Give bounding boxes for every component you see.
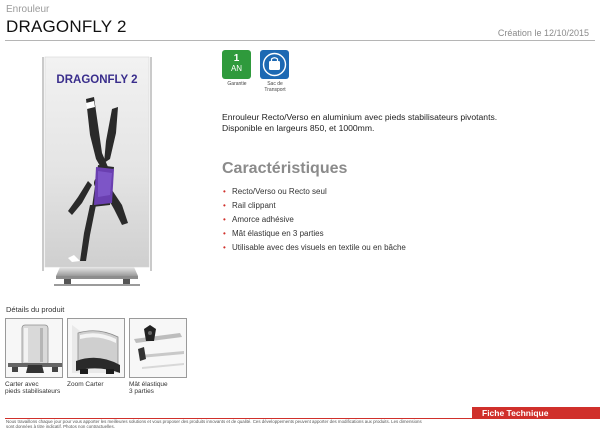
bullet-icon: • (223, 229, 226, 238)
detail-thumb-zoom (67, 318, 125, 378)
transport-caption: Sac de Transport (264, 81, 286, 93)
warranty-unit: AN (230, 64, 243, 73)
feature-item: • Recto/Verso ou Recto seul (223, 187, 327, 196)
warranty-number: 1 (233, 53, 240, 64)
thumb-caption: Zoom Carter (67, 381, 104, 388)
description-line: Disponible en largeurs 850, et 1000mm. (222, 123, 375, 133)
banner-text: DRAGONFLY 2 (56, 74, 138, 86)
detail-thumb-mat (129, 318, 187, 378)
fiche-technique-tab: Fiche Technique (472, 407, 600, 419)
rollup-banner-photo (42, 55, 152, 295)
bullet-icon: • (223, 243, 226, 252)
feature-item: • Mât élastique en 3 parties (223, 229, 324, 238)
page-header (5, 3, 595, 41)
footer-disclaimer: Nous travaillons chaque jour pour vous apporter les meilleures solutions et vous proposer des produits innovants et de qualité. Ces développements peuvent apporter des modifications aux produits. Les dimensions sont données à titre indicatif. Photos non contractuelles. (6, 419, 422, 429)
warranty-caption: Garantie (227, 81, 247, 87)
transport-bag-icon (260, 50, 289, 79)
features-title: Caractéristiques (222, 160, 348, 177)
feature-item: • Amorce adhésive (223, 215, 294, 224)
description-line: Enrouleur Recto/Verso en aluminium avec pieds stabilisateurs pivotants. (222, 112, 498, 122)
product-description (222, 112, 552, 134)
product-hero-image (42, 55, 152, 295)
details-label: Détails du produit (6, 305, 65, 314)
bullet-icon: • (223, 187, 226, 196)
warranty-icon (222, 50, 251, 79)
warranty-badge (222, 50, 252, 87)
transport-badge (260, 50, 290, 93)
product-category: Enrouleur (6, 4, 50, 15)
product-title: DRAGONFLY 2 (6, 17, 127, 36)
feature-item: • Utilisable avec des visuels en textile ou en bâche (223, 243, 406, 252)
bullet-icon: • (223, 215, 226, 224)
bullet-icon: • (223, 201, 226, 210)
creation-date: Création le 12/10/2015 (497, 28, 589, 38)
detail-thumb-carter (5, 318, 63, 378)
features-list (222, 186, 552, 256)
thumb-caption: Carter avec pieds stabilisateurs (5, 381, 61, 395)
thumb-caption: Mât élastique 3 parties (129, 381, 168, 395)
badges (222, 50, 312, 100)
feature-item: • Rail clippant (223, 201, 276, 210)
